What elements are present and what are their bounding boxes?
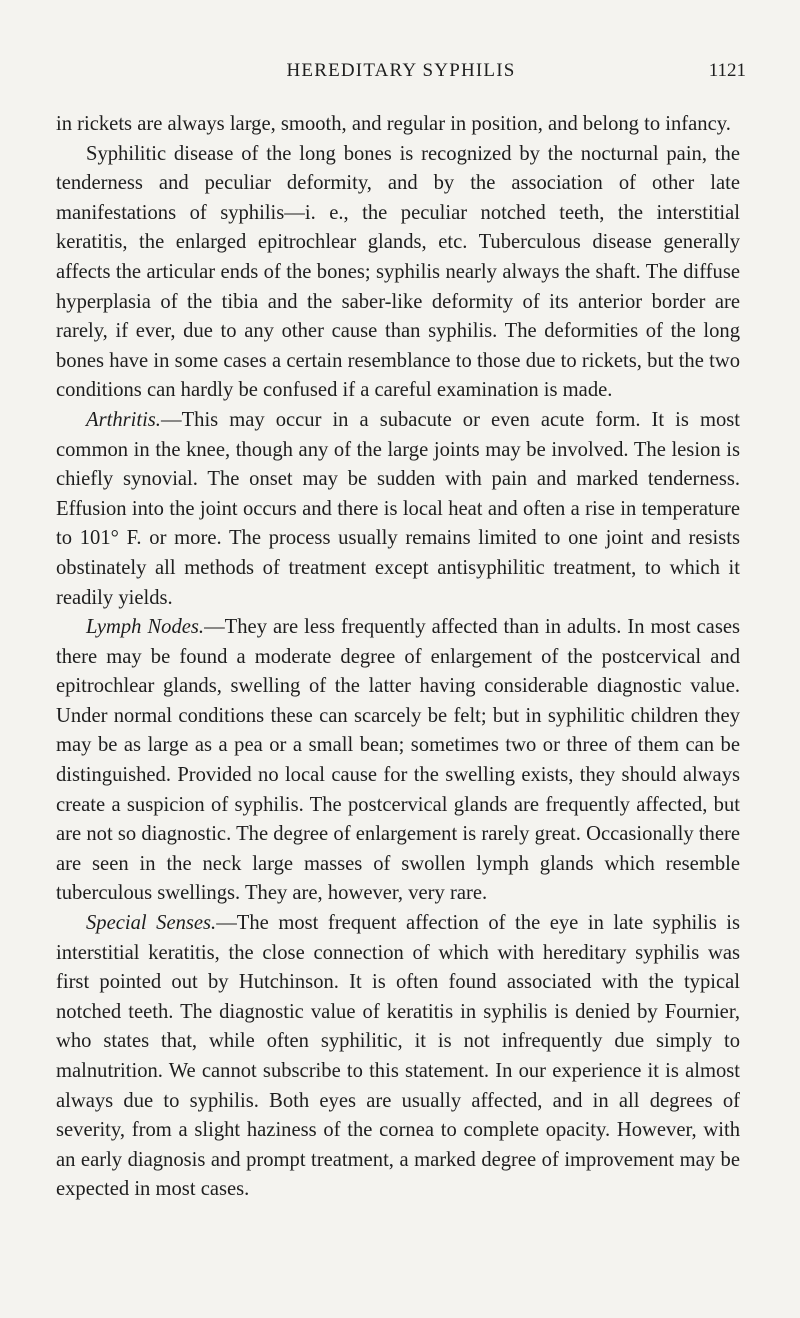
- paragraph-text: —This may occur in a subacute or even acute form. It is most common in the knee, though any of the large joints may be involved. The lesion is chiefly synovial. The onset may be sudden with pain and marked tenderness. Effusion into the joint occurs and there is local heat and often a rise in temperature to 101° F. or more. The process usually remains limited to one joint and resists obstinately all methods of treatment except antisyphilitic treatment, to which it readily yields.: [56, 408, 740, 609]
- section-heading-special-senses: Special Senses.: [86, 912, 217, 935]
- page-number: 1121: [708, 60, 746, 81]
- paragraph-text: in rickets are always large, smooth, and regular in position, and belong to infancy.: [56, 113, 731, 135]
- page-header: [56, 60, 746, 86]
- paragraph-special-senses: [56, 909, 740, 1205]
- paragraph-text: —They are less frequently affected than in adults. In most cases there may be found a moderate degree of enlargement of the postcervical and epitrochlear glands, swelling of the latter having considerable diagnostic value. Under normal conditions these can scarcely be felt; but in syphilitic children they may be as large as a pea or a small bean; sometimes two or three of them can be distinguished. Provided no local cause for the swelling exists, they should always create a suspicion of syphilis. The postcervical glands are frequently affected, but are not so diagnostic. The degree of enlargement is rarely great. Occasionally there are seen in the neck large masses of swollen lymph glands which resemble tuberculous swellings. They are, however, very rare.: [56, 616, 740, 905]
- paragraph-text: —The most frequent affection of the eye in late syphilis is interstitial keratitis, the close connection of which with hereditary syphilis was first pointed out by Hutchinson. It is often found associated with the typical notched teeth. The diagnostic value of keratitis in syphilis is denied by Fournier, who states that, while often syphilitic, it is not infrequently due simply to malnutrition. We cannot subscribe to this statement. In our experience it is almost always due to syphilis. Both eyes are usually affected, and in all degrees of severity, from a slight haziness of the cornea to complete opacity. However, with an early diagnosis and prompt treatment, a marked degree of improvement may be expected in most cases.: [56, 912, 740, 1201]
- section-heading-arthritis: Arthritis.: [86, 408, 161, 431]
- paragraph-text: Syphilitic disease of the long bones is recognized by the nocturnal pain, the tenderness and peculiar deformity, and by the association of other late manifestations of syphilis—i. e., the peculiar notched teeth, the interstitial keratitis, the enlarged epitrochlear glands, etc. Tuberculous disease generally affects the articular ends of the bones; syphilis nearly always the shaft. The diffuse hyperplasia of the tibia and the saber-like deformity of its anterior border are rarely, if ever, due to any other cause than syphilis. The deformities of the long bones have in some cases a certain resemblance to those due to rickets, but the two conditions can hardly be confused if a careful examination is made.: [56, 142, 740, 402]
- paragraph-continued: [56, 110, 740, 140]
- paragraph-long-bones: [56, 140, 740, 406]
- paragraph-lymph-nodes: [56, 613, 740, 909]
- paragraph-arthritis: [56, 406, 740, 613]
- body-text: [56, 110, 740, 1205]
- section-heading-lymph-nodes: Lymph Nodes.: [86, 616, 205, 639]
- running-title: HEREDITARY SYPHILIS: [286, 60, 516, 81]
